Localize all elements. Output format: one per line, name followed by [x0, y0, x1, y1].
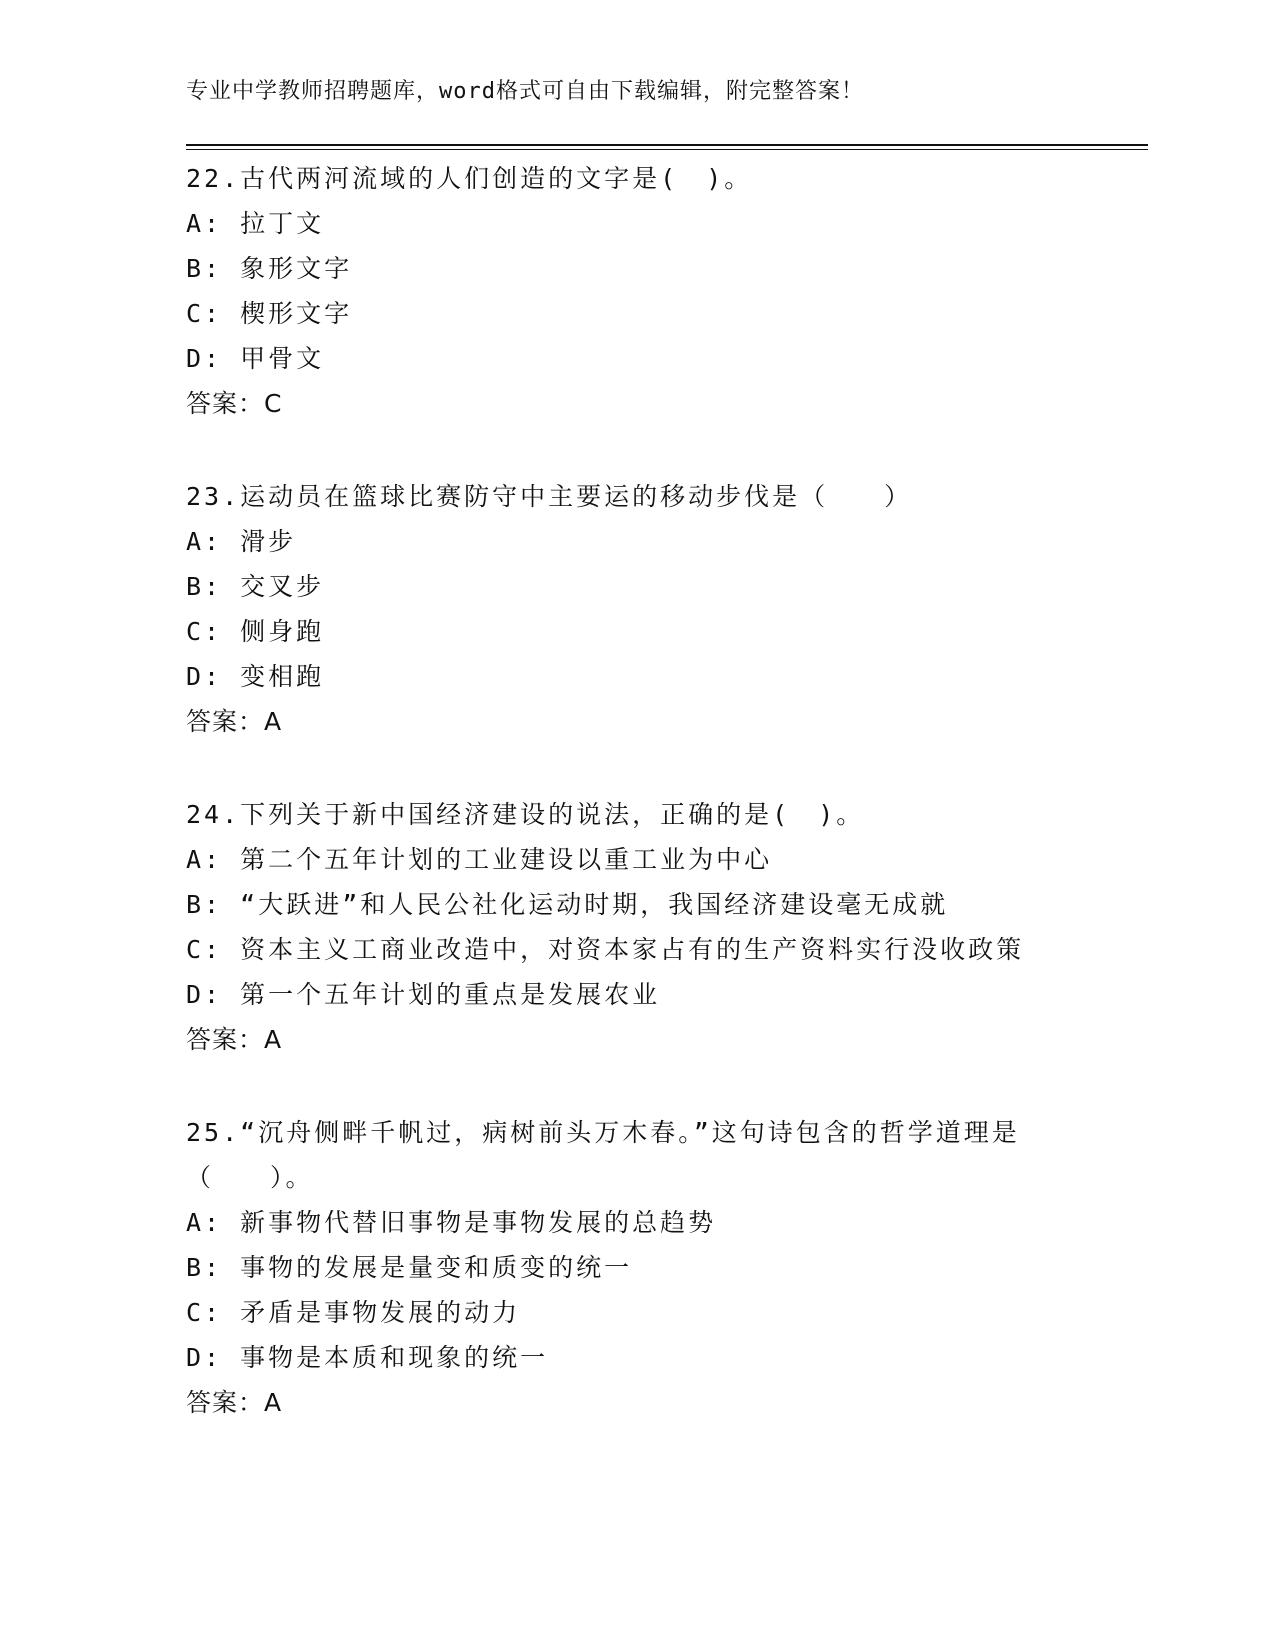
question-25 [186, 1110, 1086, 1425]
question-23 [186, 474, 1086, 744]
option-b: B: “大跃进”和人民公社化运动时期，我国经济建设毫无成就 [186, 890, 949, 919]
option-c: C: 资本主义工商业改造中，对资本家占有的生产资料实行没收政策 [186, 935, 1025, 964]
option-c: C: 矛盾是事物发展的动力 [186, 1298, 521, 1327]
header-divider [186, 144, 1148, 150]
question-stem: 23.运动员在篮球比赛防守中主要运的移动步伐是（ ） [186, 482, 913, 511]
option-c: C: 侧身跑 [186, 617, 325, 646]
option-b: B: 象形文字 [186, 254, 353, 283]
option-d: D: 甲骨文 [186, 344, 325, 373]
option-a: A: 滑步 [186, 527, 297, 556]
question-stem: 22.古代两河流域的人们创造的文字是( )。 [186, 164, 753, 193]
answer-line: 答案：A [186, 1025, 283, 1054]
question-stem-continued: （ ）。 [186, 1163, 314, 1192]
option-a: A: 拉丁文 [186, 209, 325, 238]
option-d: D: 第一个五年计划的重点是发展农业 [186, 980, 661, 1009]
page-header: 专业中学教师招聘题库，word格式可自由下载编辑，附完整答案！ [186, 79, 864, 104]
answer-line: 答案：A [186, 707, 283, 736]
question-24 [186, 792, 1086, 1062]
answer-line: 答案：A [186, 1388, 283, 1417]
option-c: C: 楔形文字 [186, 299, 353, 328]
option-b: B: 交叉步 [186, 572, 325, 601]
option-d: D: 事物是本质和现象的统一 [186, 1343, 549, 1372]
question-stem: 25.“沉舟侧畔千帆过，病树前头万木春。”这句诗包含的哲学道理是 [186, 1118, 1020, 1147]
question-22 [186, 156, 1086, 426]
question-stem: 24.下列关于新中国经济建设的说法，正确的是( )。 [186, 800, 865, 829]
option-d: D: 变相跑 [186, 662, 325, 691]
option-b: B: 事物的发展是量变和质变的统一 [186, 1253, 633, 1282]
option-a: A: 新事物代替旧事物是事物发展的总趋势 [186, 1208, 717, 1237]
answer-line: 答案：C [186, 389, 283, 418]
option-a: A: 第二个五年计划的工业建设以重工业为中心 [186, 845, 773, 874]
